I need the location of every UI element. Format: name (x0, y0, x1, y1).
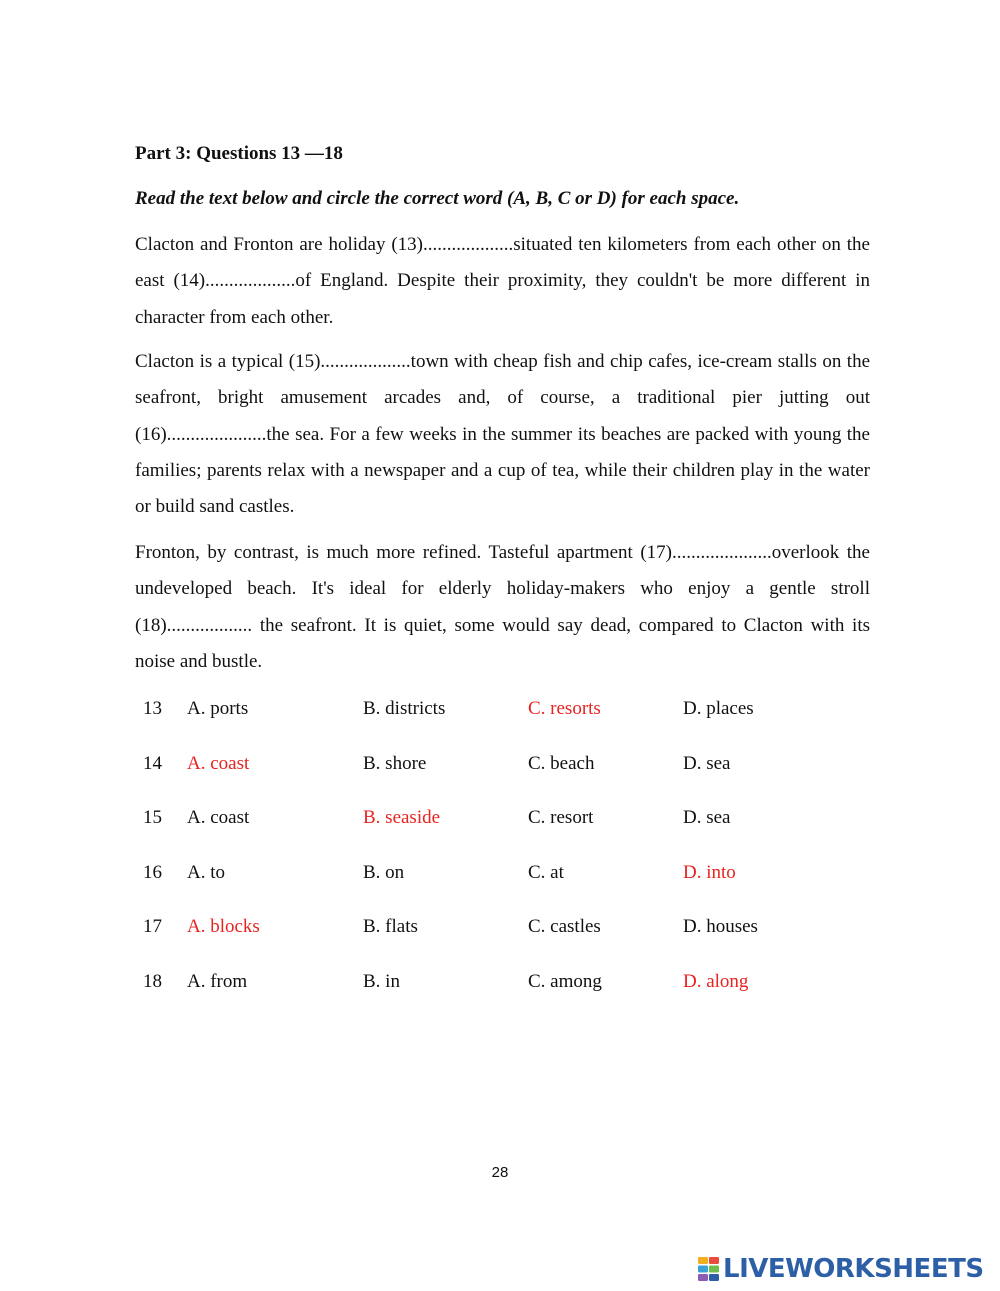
question-number: 14 (143, 752, 162, 774)
option-d: D. along (683, 970, 749, 992)
option-c: C. at (528, 861, 564, 883)
question-row-16 (135, 862, 870, 917)
question-number: 16 (143, 861, 162, 883)
option-c: C. resorts (528, 698, 601, 719)
question-row-15 (135, 807, 870, 862)
option-b: B. districts (363, 698, 446, 719)
option-d: D. houses (683, 916, 758, 938)
liveworksheets-logo-icon (698, 1256, 720, 1282)
part-heading: Part 3: Questions 13 —18 (135, 143, 343, 164)
option-a: A. from (187, 970, 248, 992)
option-c: C. beach (528, 752, 595, 774)
option-c: C. resort (528, 807, 594, 829)
option-b: B. shore (363, 752, 427, 774)
question-row-13 (135, 698, 870, 753)
option-d: D. sea (683, 807, 731, 829)
option-c: C. among (528, 970, 602, 992)
question-number: 17 (143, 916, 162, 938)
reading-paragraph-1: Clacton and Fronton are holiday (13)...................situated ten kilometers from each other on the east (14)...................of England. Despite their proximity, they couldn't be more different in character from each other. (135, 234, 870, 328)
option-d: D. places (683, 698, 754, 719)
option-a: A. to (187, 861, 225, 883)
option-a: A. coast (187, 807, 250, 829)
option-a: A. blocks (187, 916, 260, 938)
instruction-text: Read the text below and circle the correct word (A, B, C or D) for each space. (135, 188, 740, 209)
option-b: B. seaside (363, 807, 441, 829)
reading-paragraph-2: Clacton is a typical (15)...................town with cheap fish and chip cafes, ice-cream stalls on the seafront, bright amusement arcades and, of course, a traditional pier jutting out (16).....................the sea. For a few weeks in the summer its beaches are packed with young the families; parents relax with a newspaper and a cup of tea, while their children play in the water or build sand castles. (135, 351, 870, 518)
option-d: D. into (683, 861, 736, 883)
option-b: B. on (363, 861, 405, 883)
question-row-17 (135, 916, 870, 971)
reading-paragraph-3: Fronton, by contrast, is much more refined. Tasteful apartment (17).....................overlook the undeveloped beach. It's ideal for elderly holiday-makers who enjoy a gentle stroll (18).................. the seafront. It is quiet, some would say dead, compared to Clacton with its noise and bustle. (135, 542, 870, 672)
question-row-18 (135, 971, 870, 1026)
liveworksheets-wordmark: LIVEWORKSHEETS (723, 1254, 984, 1284)
option-a: A. ports (187, 698, 249, 719)
option-c: C. castles (528, 916, 601, 938)
option-b: B. in (363, 970, 400, 992)
question-number: 13 (143, 698, 162, 719)
option-d: D. sea (683, 752, 731, 774)
page-number: 28 (491, 1164, 509, 1181)
question-table (135, 698, 870, 1026)
question-number: 15 (143, 807, 162, 829)
option-a: A. coast (187, 752, 250, 774)
question-row-14 (135, 753, 870, 808)
option-b: B. flats (363, 916, 418, 938)
liveworksheets-brand[interactable] (698, 1253, 984, 1285)
question-number: 18 (143, 970, 162, 992)
